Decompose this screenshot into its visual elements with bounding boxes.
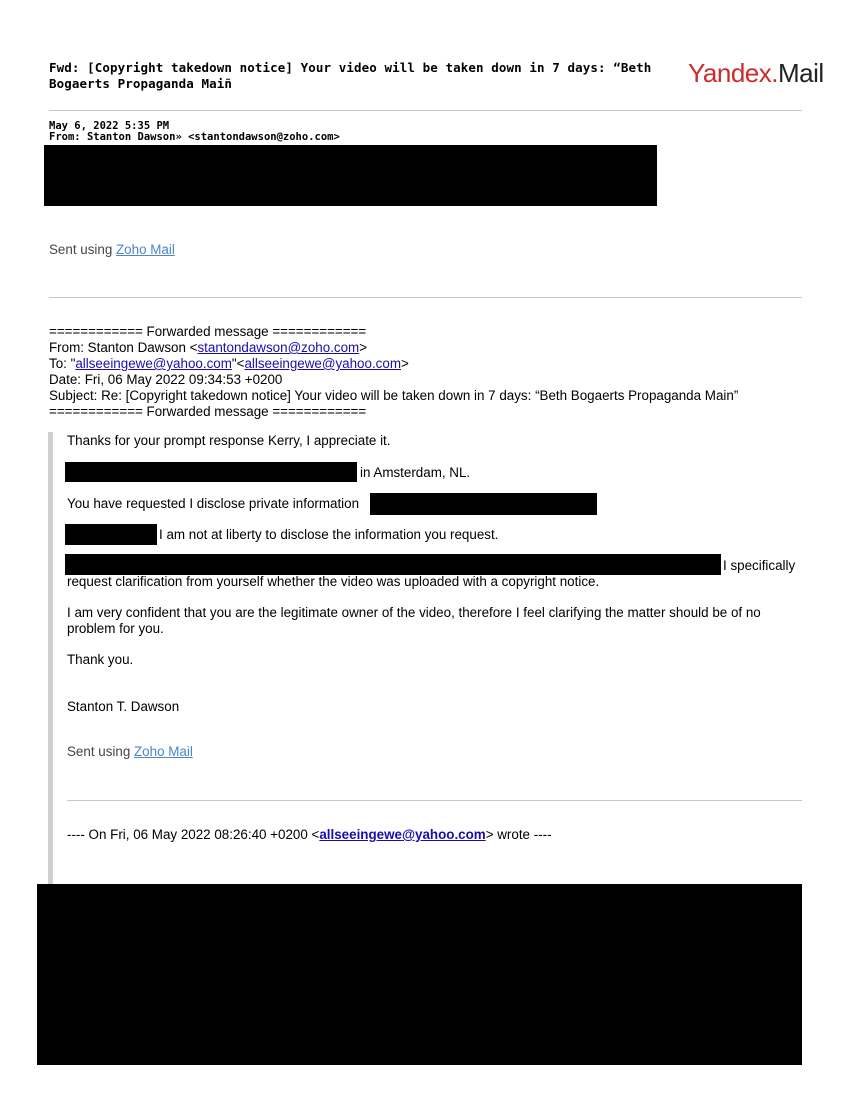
- header-divider: [49, 110, 802, 111]
- quoted-email-link[interactable]: allseeingewe@yahoo.com: [319, 827, 486, 842]
- signature-prefix: Sent using: [67, 744, 134, 759]
- logo-brand: Yandex: [688, 58, 772, 88]
- forward-subject: Subject: Re: [Copyright takedown notice] Your video will be taken down in 7 days: “Beth Bogaerts Propaganda Main”: [49, 388, 739, 403]
- signature-sent-using: [67, 744, 193, 760]
- message-signature-name: Stanton T. Dawson: [67, 699, 180, 714]
- forward-to-mid: "<: [231, 356, 245, 371]
- message-paragraph-6: I am very confident that you are the legitimate owner of the video, therefore I feel clarifying the matter should be of no problem for you.: [67, 605, 761, 636]
- logo-dot: .: [771, 58, 778, 88]
- redaction-block: [65, 524, 157, 545]
- quote-divider: [67, 800, 802, 801]
- zoho-mail-link[interactable]: Zoho Mail: [116, 242, 175, 257]
- from-label: From:: [49, 131, 81, 143]
- message-paragraph-2: in Amsterdam, NL.: [360, 465, 471, 480]
- quoted-header-prefix: ---- On Fri, 06 May 2022 08:26:40 +0200 <: [67, 827, 320, 842]
- forwarded-headers: [49, 324, 738, 420]
- signature-divider: [49, 297, 802, 298]
- message-paragraph-7: Thank you.: [67, 652, 134, 667]
- from-value: Stanton Dawson» <stantondawson@zoho.com>: [86, 131, 340, 143]
- quoted-header: [67, 827, 552, 843]
- message-paragraph-5-tail: I specifically: [723, 558, 796, 573]
- message-paragraph-4: I am not at liberty to disclose the information you request.: [159, 527, 499, 542]
- message-paragraph-5-line2: request clarification from yourself whether the video was uploaded with a copyright notice.: [67, 574, 600, 589]
- forward-to-prefix: To: ": [49, 356, 76, 371]
- forward-separator-bottom: ============ Forwarded message ============: [49, 404, 367, 419]
- email-subject-title: Fwd: [Copyright takedown notice] Your video will be taken down in 7 days: “Beth Bogaerts Propaganda Maiñ: [49, 60, 652, 91]
- email-from: [49, 132, 340, 143]
- forward-from: [49, 340, 738, 356]
- forward-to: [49, 356, 738, 372]
- zoho-mail-link[interactable]: Zoho Mail: [134, 744, 193, 759]
- forward-from-suffix: >: [359, 340, 368, 355]
- forward-separator-top: ============ Forwarded message ============: [49, 324, 367, 339]
- signature-prefix: Sent using: [49, 242, 116, 257]
- forward-from-email-link[interactable]: stantondawson@zoho.com: [197, 340, 360, 355]
- quote-bar: [48, 432, 53, 892]
- message-paragraph-1: Thanks for your prompt response Kerry, I appreciate it.: [67, 433, 391, 448]
- forward-date: Date: Fri, 06 May 2022 09:34:53 +0200: [49, 372, 283, 387]
- redaction-block: [37, 884, 802, 1065]
- redaction-block: [65, 554, 721, 575]
- forward-from-prefix: From: Stanton Dawson <: [49, 340, 198, 355]
- signature-sent-using: [49, 242, 175, 258]
- yandex-mail-logo: [688, 58, 824, 89]
- redaction-block: [370, 493, 597, 515]
- forward-to-email-link-1[interactable]: allseeingewe@yahoo.com: [75, 356, 232, 371]
- message-paragraph-3: You have requested I disclose private information: [67, 496, 360, 511]
- redaction-block: [44, 145, 657, 206]
- email-meta: [49, 121, 340, 143]
- forward-to-suffix: >: [400, 356, 409, 371]
- redaction-block: [65, 462, 357, 482]
- quoted-header-suffix: > wrote ----: [485, 827, 552, 842]
- forward-to-email-link-2[interactable]: allseeingewe@yahoo.com: [244, 356, 401, 371]
- email-date: May 6, 2022 5:35 PM: [49, 120, 170, 132]
- logo-product: Mail: [778, 58, 824, 88]
